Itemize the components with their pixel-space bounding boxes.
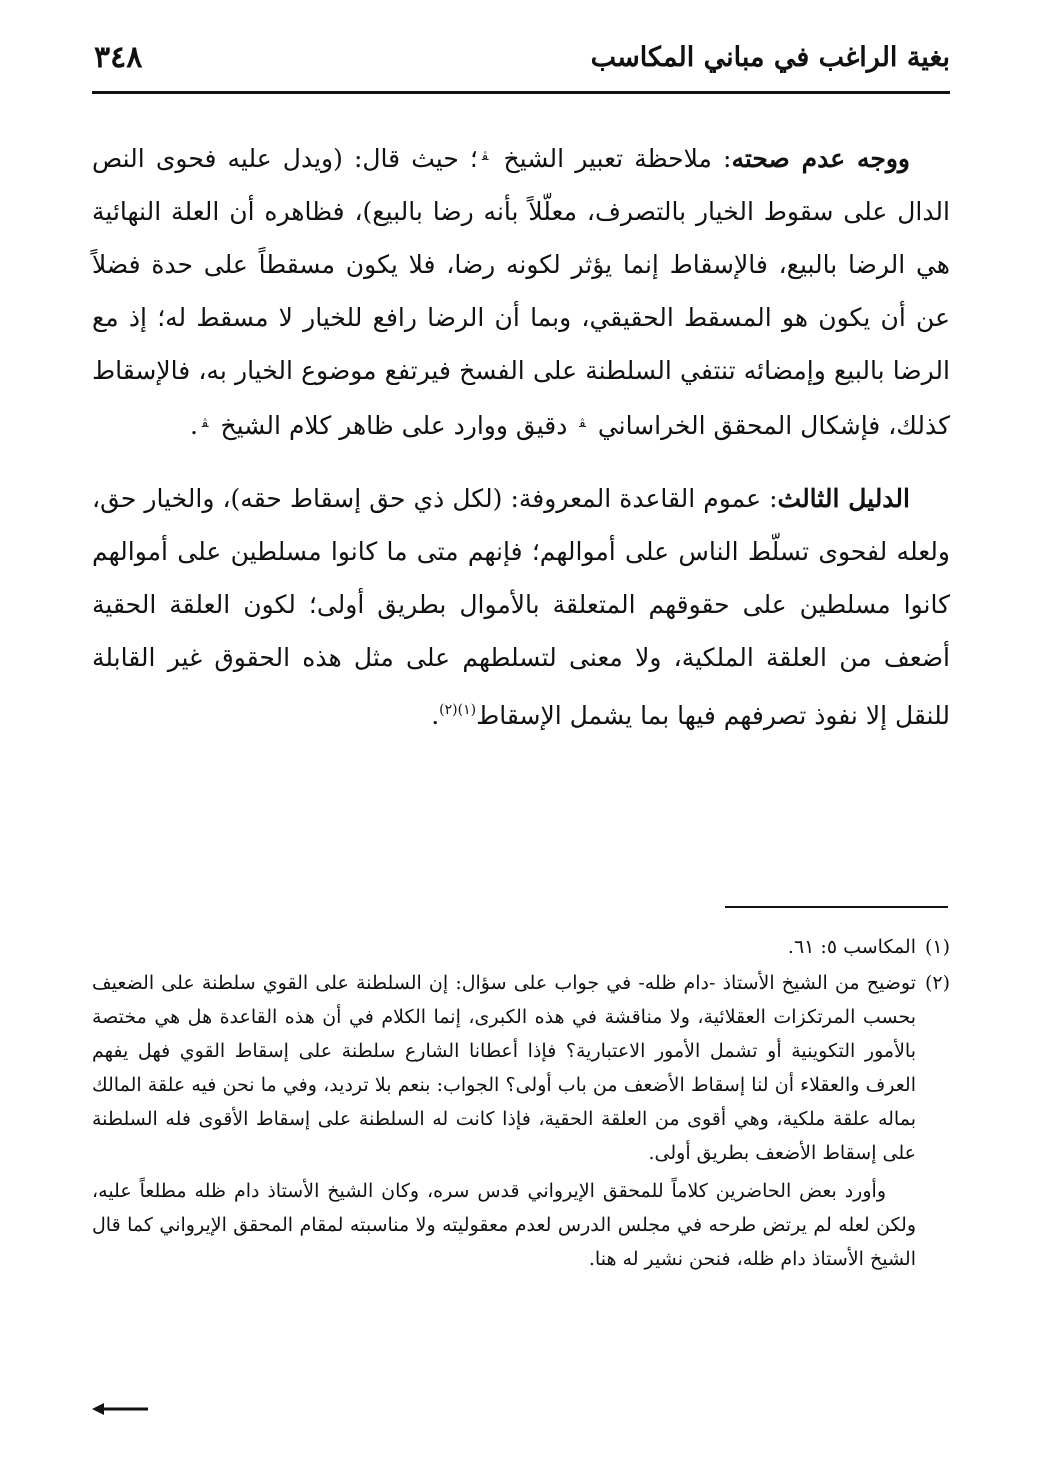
footnote-ref-1[interactable]: (١)	[457, 702, 477, 718]
paragraph-1-end: .	[189, 411, 198, 440]
running-header	[92, 36, 950, 94]
footnote-2-number: (٢)	[924, 972, 950, 994]
paragraph-2-lead: الدليل الثالث	[777, 484, 910, 513]
paragraph-1-lead: ووجه عدم صحته	[731, 144, 911, 173]
footnote-1	[92, 930, 950, 964]
paragraph-1-text-3: دقيق ووارد على ظاهر كلام الشيخ	[220, 411, 568, 440]
main-text	[92, 130, 950, 742]
honorific-symbol: ﭭ	[201, 416, 209, 431]
footnote-2-continuation: وأورد بعض الحاضرين كلاماً للمحقق الإيرواني قدس سره، وكان الشيخ الأستاذ دام ظله مطلعاً عليه، ولكن لعله لم يرتض طرحه في مجلس الدرس لعدم معقوليته ولا مناسبته لمقام المحقق الإيرواني كما قال الشيخ الأستاذ دام ظله، فنحن نشير له هنا.	[92, 1180, 916, 1270]
paragraph-2-text: : عموم القاعدة المعروفة: (لكل ذي حق إسقاط حقه)، والخيار حق، ولعله لفحوى تسلّط الناس على أموالهم؛ فإنهم متى ما كانوا مسلطين على أموالهم كانوا مسلطين على حقوقهم المتعلقة بالأموال بطريق أولى؛ لكون العلقة الحقية أضعف من العلقة الملكية، ولا معنى لتسلطهم على مثل هذه الحقوق غير القابلة للنقل إلا نفوذ تصرفهم فيها بما يشمل الإسقاط	[92, 484, 950, 730]
footnote-1-number: (١)	[924, 936, 950, 958]
honorific-symbol: ﭭ	[579, 416, 586, 431]
footnotes	[92, 930, 950, 1276]
honorific-symbol: ﭭ	[481, 149, 489, 164]
paragraph-2	[92, 472, 950, 742]
footnote-ref-2[interactable]: (٢)	[439, 702, 458, 718]
footnote-1-text: المكاسب ٥: ٦١.	[787, 936, 916, 958]
header-rule	[92, 91, 950, 94]
page-number: ٣٤٨	[94, 40, 143, 75]
paragraph-1-text: : ملاحظة تعبير الشيخ	[503, 144, 732, 173]
paragraph-1	[92, 130, 950, 452]
footnote-2-text: توضيح من الشيخ الأستاذ -دام ظله- في جواب على سؤال: إن السلطنة على القوي سلطنة على الضعيف بحسب المرتكزات العقلائية، ولا مناقشة في هذه الكبرى، إنما الكلام في أن هذه القاعدة هل هي مختصة بالأمور التكوينية أو تشمل الأمور الاعتبارية؟ فإذا أعطانا الشارع سلطنة على إسقاط القوي فهل يفهم العرف والعقلاء أن لنا إسقاط الأضعف من باب أولى؟ الجواب: بنعم بلا ترديد، وفي ما نحن فيه علقة المالك بماله علقة ملكية، وهي أقوى من العلقة الحقية، فإذا كانت له السلطنة على إسقاط الأقوى فله السلطنة على إسقاط الأضعف بطريق أولى.	[92, 972, 916, 1164]
footnote-2	[92, 966, 950, 1170]
paragraph-2-end: .	[431, 701, 440, 730]
footnote-separator	[725, 906, 948, 908]
book-title: بغية الراغب في مباني المكاسب	[590, 42, 950, 73]
paragraph-1-text-2: ؛ حيث قال: (ويدل عليه فحوى النص الدال على سقوط الخيار بالتصرف، معلّلاً بأنه رضا بالبيع)، فظاهره أن العلة النهائية هي الرضا بالبيع، فالإسقاط إنما يؤثر لكونه رضا، فلا يكون مسقطاً على حدة فضلاً عن أن يكون هو المسقط الحقيقي، وبما أن الرضا رافع للخيار لا مسقط له؛ إذ مع الرضا بالبيع وإمضائه تنتفي السلطنة على الفسخ فيرتفع موضوع الخيار به، فالإسقاط كذلك، فإشكال المحقق الخراساني	[92, 144, 950, 440]
continuation-arrow-icon	[92, 1402, 152, 1416]
